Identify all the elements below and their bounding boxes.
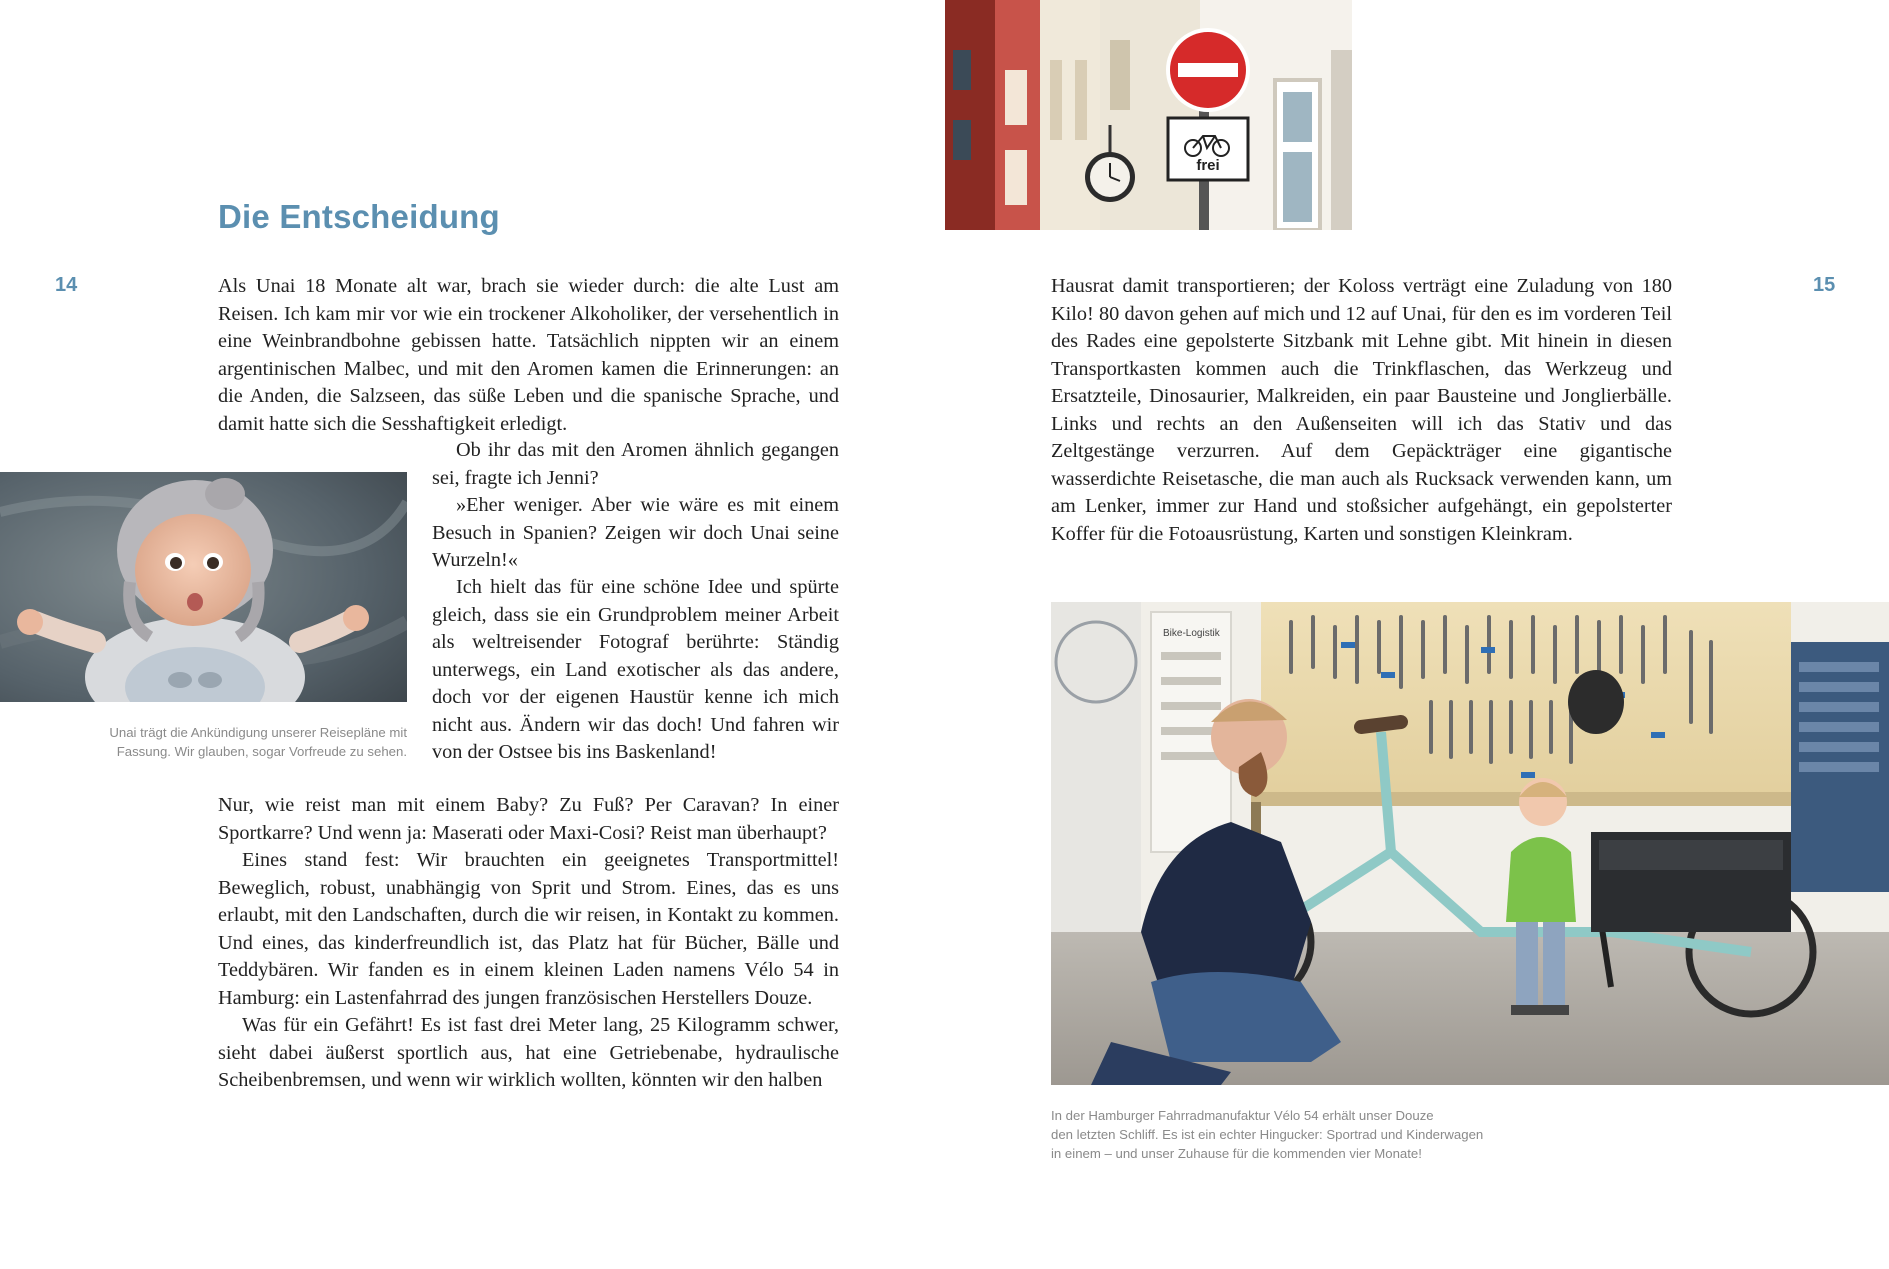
page-number-left: 14 [55, 274, 78, 296]
sign-text: frei [1196, 157, 1220, 174]
paragraph: Ich hielt das für eine schöne Idee und spürte gleich, dass sie ein Grundproblem meiner Arbeit als weltreisender Fotograf berührte: Ständig unterwegs, ein Land exotischer als das andere, doch vor der eigenen Haustür kenne ich mich nicht aus. Ändern wir das doch! Und fahren wir von der Ostsee bis ins Baskenland! [432, 576, 839, 763]
paragraph: Ob ihr das mit den Aromen ähnlich gegangen sei, fragte ich Jenni? [432, 439, 839, 489]
paragraph: Eines stand fest: Wir brauchten ein geeignetes Transportmittel! Beweglich, robust, unabhängig von Sprit und Strom. Eines, das es uns erlaubt, mit den Landschaften, durch die wir reisen, in Kontakt zu kommen. Und eines, das kinderfreundlich ist, das Platz hat für Bücher, Bälle und Teddybären. Wir fanden es in einem kleinen Laden namens Vélo 54 in Hamburg: ein Lastenfahrrad des jungen französischen Herstellers Douze. [218, 849, 839, 1009]
street-sign-photo [945, 0, 1352, 230]
paragraph: Hausrat damit transportieren; der Koloss verträgt eine Zuladung von 180 Kilo! 80 davon gehen auf mich und 12 auf Unai, für den es im vorderen Teil des Rades eine gepolsterte Sitzbank mit Lehne gibt. Mit hinein in diesen Transportkasten kommen auch die Trinkflaschen, das Werkzeug und Ersatzteile, Dinosaurier, Malkreiden, ein paar Bausteine und Jonglierbälle. Links und rechts an den Außenseiten will ich das Stativ und das Zeltgestänge verzurren. Auf dem Gepäckträger eine gigantische wasserdichte Reisetasche, die man auch als Rucksack verwenden kann, um am Lenker, immer zur Hand und stoßsicher aufgehängt, ein gepolsterter Koffer für die Fotoausrüstung, Karten und sonstigen Kleinkram. [1051, 275, 1672, 545]
paragraph: »Eher weniger. Aber wie wäre es mit einem Besuch in Spanien? Zeigen wir doch Unai seine Wurzeln!« [432, 494, 839, 571]
baby-photo-caption: Unai trägt die Ankündigung unserer Reisepläne mit Fassung. Wir glauben, sogar Vorfreude zu sehen. [109, 725, 407, 759]
page-number-right: 15 [1813, 274, 1836, 296]
paragraph: Als Unai 18 Monate alt war, brach sie wieder durch: die alte Lust am Reisen. Ich kam mir vor wie ein trockener Alkoholiker, der versehentlich in eine Weinbrandbohne gebissen hatte. Tatsächlich nippten wir an einem argentinischen Malbec, und mit den Aromen kamen die Erinnerungen: an die Anden, die Salzseen, das süße Leben und die spanische Sprache, und damit hatte sich die Sesshaftigkeit erledigt. [218, 275, 839, 435]
baby-photo [0, 472, 407, 702]
board-label: Bike-Logistik [1163, 628, 1220, 639]
paragraph: Was für ein Gefährt! Es ist fast drei Meter lang, 25 Kilogramm schwer, sieht dabei äußerst sportlich aus, hat eine Getriebenabe, hydraulische Scheibenbremsen, und wenn wir wirklich wollten, könnten wir den halben [218, 1014, 839, 1091]
caption-line: in einem – und unser Zuhause für die kommenden vier Monate! [1051, 1146, 1422, 1161]
caption-line: In der Hamburger Fahrradmanufaktur Vélo 54 erhält unser Douze [1051, 1108, 1434, 1123]
paragraph: Nur, wie reist man mit einem Baby? Zu Fuß? Per Caravan? In einer Sportkarre? Und wenn ja: Maserati oder Maxi-Cosi? Reist man überhaupt? [218, 794, 839, 844]
workshop-photo-caption [1051, 1106, 1531, 1163]
chapter-heading: Die Entscheidung [218, 198, 500, 235]
caption-line: den letzten Schliff. Es ist ein echter Hingucker: Sportrad und Kinderwagen [1051, 1127, 1484, 1142]
workshop-photo [1051, 602, 1889, 1085]
